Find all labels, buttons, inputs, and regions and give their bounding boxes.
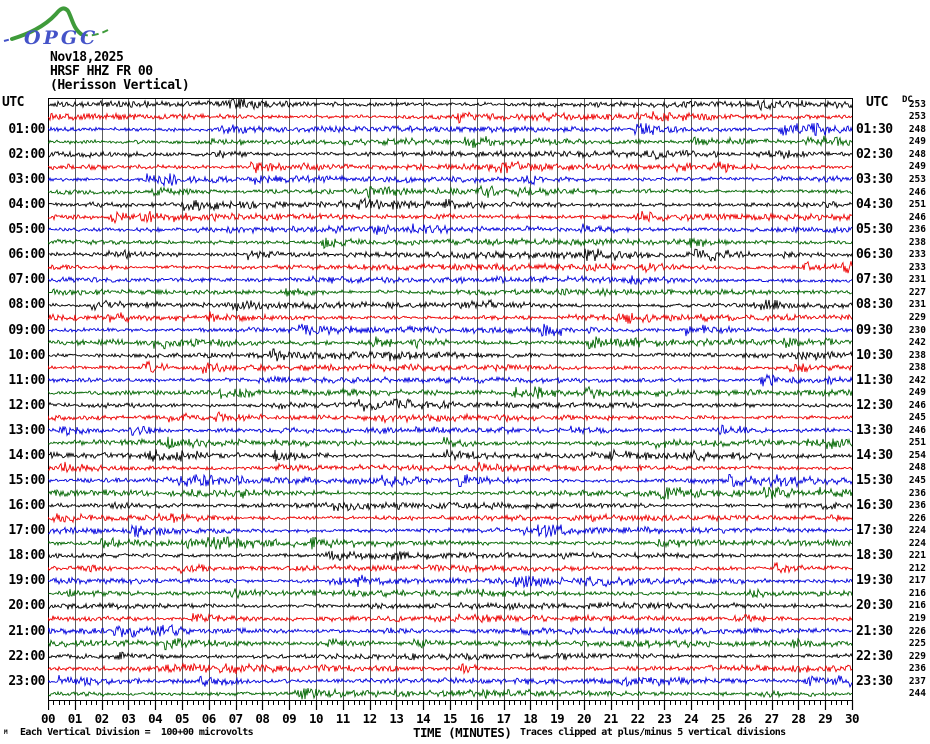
component-subtitle: (Herisson Vertical) (50, 78, 190, 93)
row-end-time-label: 05:30 (856, 222, 893, 238)
title-block (50, 51, 189, 93)
row-dc-value: 251 (908, 199, 926, 211)
row-dc-value: 248 (908, 123, 926, 135)
row-end-time-label: 21:30 (856, 623, 893, 639)
row-end-time-label: 04:30 (856, 197, 893, 213)
helicorder-plot-area (48, 98, 853, 701)
axis-tick-label: 21 (603, 711, 618, 726)
time-axis-label: TIME (MINUTES) (413, 725, 512, 740)
row-dc-value: 229 (908, 650, 926, 662)
utc-header-left: UTC (2, 95, 24, 110)
row-dc-value: 231 (908, 274, 926, 286)
row-end-time-label: 08:30 (856, 297, 893, 313)
row-dc-value: 238 (908, 349, 926, 361)
row-dc-value: 253 (908, 111, 926, 123)
row-start-time-label: 07:00 (8, 272, 45, 288)
row-dc-value: 245 (908, 475, 926, 487)
axis-tick-label: 26 (737, 711, 752, 726)
row-dc-value: 229 (908, 311, 926, 323)
row-start-time-label: 21:00 (8, 623, 45, 639)
row-dc-value: 242 (908, 374, 926, 386)
logo-text: OPGC (24, 27, 99, 49)
row-dc-value: 225 (908, 638, 926, 650)
row-dc-value: 248 (908, 148, 926, 160)
row-start-time-label: 14:00 (8, 447, 45, 463)
row-dc-value: 216 (908, 587, 926, 599)
axis-tick-label: 16 (469, 711, 484, 726)
row-end-time-label: 12:30 (856, 397, 893, 413)
row-end-time-label: 02:30 (856, 146, 893, 162)
row-end-time-label: 18:30 (856, 548, 893, 564)
row-dc-value: 216 (908, 600, 926, 612)
row-start-time-label: 16:00 (8, 498, 45, 514)
row-dc-value: 212 (908, 562, 926, 574)
row-dc-value: 221 (908, 550, 926, 562)
station-title: HRSF HHZ FR 00 (50, 64, 153, 79)
row-dc-value: 233 (908, 261, 926, 273)
row-start-time-label: 08:00 (8, 297, 45, 313)
axis-tick-label: 28 (791, 711, 806, 726)
row-start-time-label: 05:00 (8, 222, 45, 238)
row-start-time-label: 13:00 (8, 422, 45, 438)
row-end-time-label: 03:30 (856, 172, 893, 188)
axis-tick-label: 27 (764, 711, 779, 726)
axis-tick-label: 11 (335, 711, 350, 726)
dc-header: DC (902, 95, 913, 105)
row-start-time-label: 22:00 (8, 648, 45, 664)
row-dc-value: 251 (908, 437, 926, 449)
axis-tick-label: 04 (148, 711, 163, 726)
row-start-time-label: 12:00 (8, 397, 45, 413)
row-end-time-label: 15:30 (856, 473, 893, 489)
row-dc-value: 226 (908, 625, 926, 637)
row-start-time-label: 19:00 (8, 573, 45, 589)
axis-tick-label: 29 (818, 711, 833, 726)
axis-tick-label: 05 (174, 711, 190, 726)
axis-tick-label: 18 (523, 711, 538, 726)
axis-tick-label: 15 (442, 711, 458, 726)
row-end-time-label: 22:30 (856, 648, 893, 664)
row-start-time-label: 09:00 (8, 322, 45, 338)
utc-header-right: UTC (866, 95, 888, 110)
axis-tick-label: 08 (255, 711, 270, 726)
axis-tick-label: 07 (228, 711, 243, 726)
row-start-time-label: 23:00 (8, 673, 45, 689)
axis-tick-label: 00 (40, 711, 56, 726)
axis-tick-label: 12 (362, 711, 377, 726)
row-dc-value: 246 (908, 399, 926, 411)
axis-tick-label: 13 (389, 711, 404, 726)
date-title: Nov18,2025 (50, 50, 124, 65)
row-end-time-label: 19:30 (856, 573, 893, 589)
row-dc-value: 224 (908, 537, 926, 549)
row-dc-value: 253 (908, 98, 926, 110)
axis-tick-label: 23 (657, 711, 672, 726)
axis-tick-label: 19 (550, 711, 565, 726)
axis-tick-label: 02 (94, 711, 109, 726)
row-end-time-label: 14:30 (856, 447, 893, 463)
row-dc-value: 227 (908, 286, 926, 298)
row-start-time-label: 17:00 (8, 523, 45, 539)
row-start-time-label: 04:00 (8, 197, 45, 213)
row-end-time-label: 11:30 (856, 372, 893, 388)
row-end-time-label: 06:30 (856, 247, 893, 263)
row-end-time-label: 09:30 (856, 322, 893, 338)
row-end-time-label: 13:30 (856, 422, 893, 438)
row-dc-value: 238 (908, 362, 926, 374)
axis-tick-label: 06 (201, 711, 216, 726)
row-dc-value: 236 (908, 224, 926, 236)
row-end-time-label: 01:30 (856, 121, 893, 137)
axis-tick-label: 25 (710, 711, 726, 726)
row-start-time-label: 18:00 (8, 548, 45, 564)
row-end-time-label: 20:30 (856, 598, 893, 614)
corner-mark: M (4, 729, 8, 736)
row-end-time-label: 10:30 (856, 347, 893, 363)
row-dc-value: 219 (908, 612, 926, 624)
row-start-time-label: 20:00 (8, 598, 45, 614)
row-dc-value: 249 (908, 387, 926, 399)
row-dc-value: 242 (908, 337, 926, 349)
axis-tick-label: 22 (630, 711, 645, 726)
opgc-logo (2, 2, 114, 52)
row-start-time-label: 02:00 (8, 146, 45, 162)
row-start-time-label: 06:00 (8, 247, 45, 263)
row-dc-value: 217 (908, 575, 926, 587)
row-end-time-label: 07:30 (856, 272, 893, 288)
row-dc-value: 254 (908, 449, 926, 461)
row-end-time-label: 23:30 (856, 673, 893, 689)
row-end-time-label: 17:30 (856, 523, 893, 539)
axis-tick-label: 20 (576, 711, 592, 726)
axis-tick-label: 03 (121, 711, 136, 726)
row-dc-value: 230 (908, 324, 926, 336)
row-dc-value: 246 (908, 211, 926, 223)
row-dc-value: 253 (908, 174, 926, 186)
row-dc-value: 226 (908, 512, 926, 524)
row-dc-value: 237 (908, 675, 926, 687)
row-dc-value: 233 (908, 249, 926, 261)
row-start-time-label: 10:00 (8, 347, 45, 363)
row-dc-value: 236 (908, 500, 926, 512)
axis-tick-label: 17 (496, 711, 511, 726)
vertical-division-note: Each Vertical Division = 100+00 microvolts (20, 727, 254, 738)
row-start-time-label: 11:00 (8, 372, 45, 388)
row-dc-value: 249 (908, 161, 926, 173)
row-start-time-label: 03:00 (8, 172, 45, 188)
row-dc-value: 244 (908, 688, 926, 700)
row-dc-value: 249 (908, 136, 926, 148)
axis-tick-label: 30 (844, 711, 860, 726)
row-dc-value: 245 (908, 412, 926, 424)
axis-tick-label: 14 (416, 711, 431, 726)
axis-tick-label: 10 (308, 711, 324, 726)
row-dc-value: 236 (908, 663, 926, 675)
row-dc-value: 246 (908, 186, 926, 198)
clip-note: Traces clipped at plus/minus 5 vertical divisions (520, 727, 786, 738)
row-dc-value: 238 (908, 236, 926, 248)
row-dc-value: 224 (908, 525, 926, 537)
row-dc-value: 236 (908, 487, 926, 499)
axis-tick-label: 24 (684, 711, 699, 726)
row-start-time-label: 01:00 (8, 121, 45, 137)
row-dc-value: 246 (908, 424, 926, 436)
row-end-time-label: 16:30 (856, 498, 893, 514)
row-dc-value: 248 (908, 462, 926, 474)
row-start-time-label: 15:00 (8, 473, 45, 489)
axis-tick-label: 01 (67, 711, 82, 726)
axis-tick-label: 09 (282, 711, 297, 726)
row-dc-value: 231 (908, 299, 926, 311)
